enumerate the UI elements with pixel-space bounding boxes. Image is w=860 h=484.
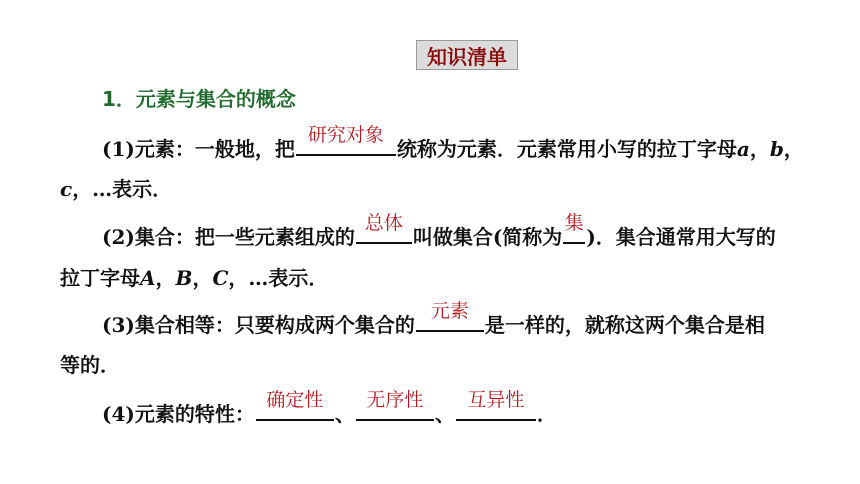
item2-blank2: [563, 212, 585, 244]
item4-sep2: 、: [434, 402, 455, 426]
item4-prefix: (4)元素的特性：: [102, 402, 255, 426]
concept-heading: [102, 84, 296, 114]
section-title-badge: [416, 40, 518, 70]
item2-mid: 叫做集合(简称为: [412, 225, 563, 249]
item3-blank: [416, 300, 484, 332]
item3-suffix: 是一样的，就称这两个集合是相: [484, 313, 765, 337]
item2-answer2: 集: [564, 212, 584, 234]
item4-blank3: [456, 389, 536, 421]
item4-answer2: 无序性: [366, 389, 424, 411]
item2-letter-B: B: [175, 266, 193, 290]
item1-letter-a: a: [736, 137, 750, 161]
item3-prefix: (3)集合相等：只要构成两个集合的: [102, 313, 415, 337]
item1-answer: 研究对象: [307, 124, 384, 146]
item2-letter-C: C: [212, 266, 229, 290]
item1-line1: [102, 124, 804, 161]
item4-blank2: [356, 389, 434, 421]
item2-suffix: )．集合通常用大写的: [586, 225, 776, 249]
item1-comma2: ，: [783, 137, 804, 161]
item1-tail: ，…表示．: [72, 177, 173, 201]
item4-sep1: 、: [334, 402, 355, 426]
item3-line1: [102, 300, 765, 337]
concept-heading-text: 1．元素与集合的概念: [102, 87, 296, 111]
item1-blank: [296, 124, 396, 156]
item1-letter-c: c: [60, 177, 73, 201]
item4-end: ．: [536, 402, 557, 426]
item4-blank1: [256, 389, 334, 421]
item2-comma2: ，: [192, 266, 213, 290]
item1-suffix: 统称为元素．元素常用小写的拉丁字母: [396, 137, 737, 161]
item2-line1: [102, 212, 776, 249]
item1-prefix: (1)元素：一般地，把: [102, 137, 295, 161]
item2-blank1: [356, 212, 412, 244]
item4-answer1: 确定性: [266, 389, 324, 411]
item4-answer3: 互异性: [467, 389, 525, 411]
item2-answer1: 总体: [364, 212, 403, 234]
item2-line2: [60, 263, 328, 293]
item3-answer: 元素: [430, 300, 469, 322]
item2-comma1: ，: [155, 266, 176, 290]
item2-letter-A: A: [140, 266, 156, 290]
item1-comma1: ，: [749, 137, 770, 161]
item2-line2-prefix: 拉丁字母: [60, 266, 140, 290]
item2-prefix: (2)集合：把一些元素组成的: [102, 225, 355, 249]
item1-line2: [60, 174, 172, 204]
item1-letter-b: b: [769, 137, 784, 161]
section-title-text: 知识清单: [427, 44, 507, 69]
item3-line2: [60, 350, 120, 380]
item3-line2-text: 等的．: [60, 353, 120, 377]
item4-line1: [102, 389, 557, 426]
item2-tail: ，…表示．: [228, 266, 329, 290]
